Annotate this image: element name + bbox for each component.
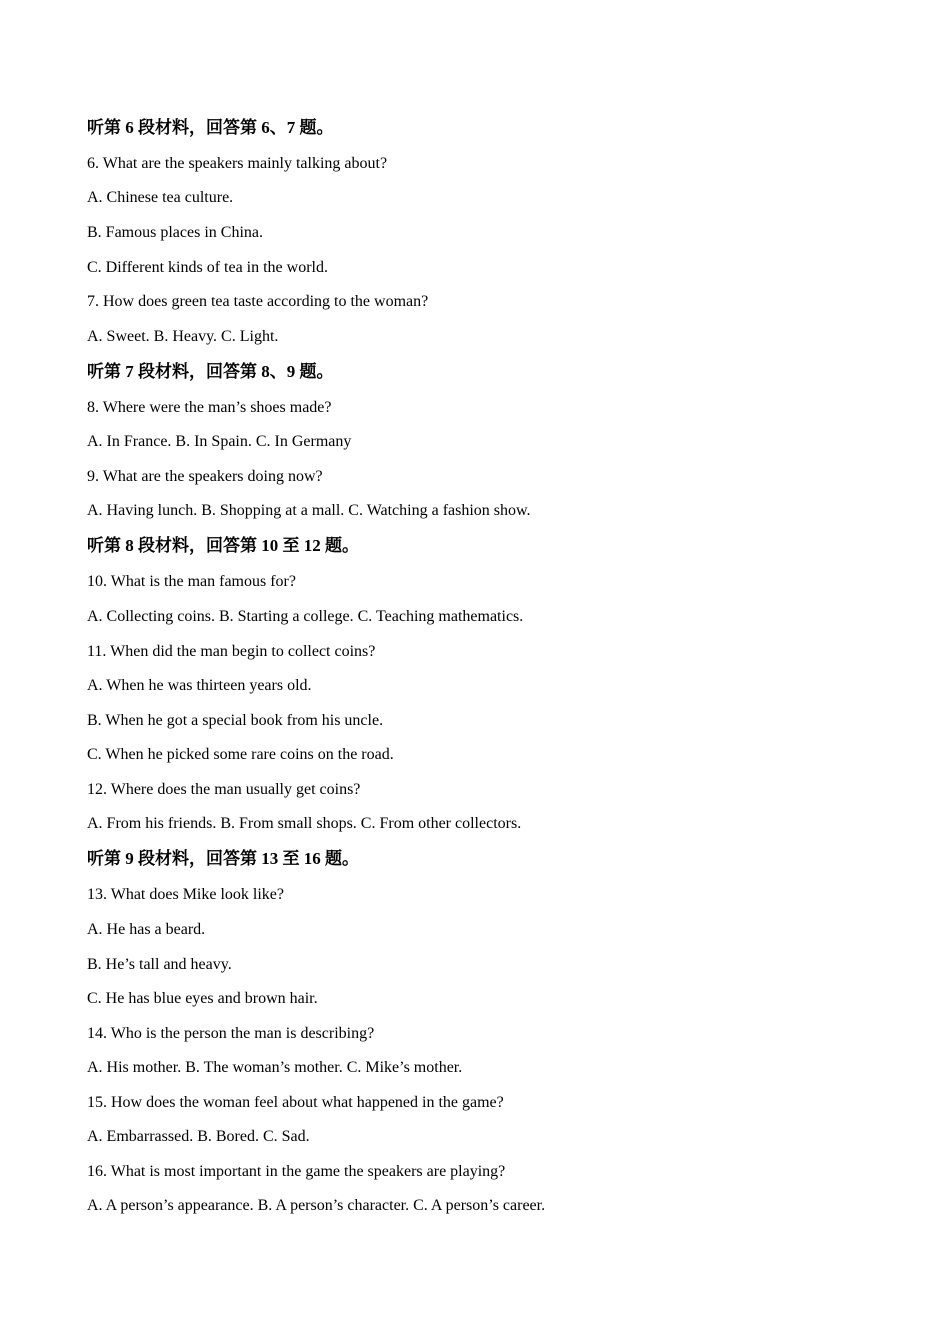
question-text: 14. Who is the person the man is describing? [87, 1025, 375, 1042]
answer-option: C. When he picked some rare coins on the road. [87, 746, 394, 763]
question-text: 11. When did the man begin to collect coins? [87, 643, 376, 660]
question-text: 15. How does the woman feel about what happened in the game? [87, 1094, 504, 1111]
question-text: 6. What are the speakers mainly talking about? [87, 155, 388, 172]
section-heading: 听第 6 段材料，回答第 6、7 题。 [87, 118, 334, 137]
section-heading: 听第 7 段材料，回答第 8、9 题。 [87, 362, 334, 381]
question-text: 13. What does Mike look like? [87, 886, 284, 903]
question-text: 7. How does green tea taste according to the woman? [87, 293, 429, 310]
answer-option: A. Embarrassed. B. Bored. C. Sad. [87, 1128, 310, 1145]
answer-option: A. Sweet. B. Heavy. C. Light. [87, 328, 279, 345]
answer-option: A. Collecting coins. B. Starting a college. C. Teaching mathematics. [87, 608, 524, 625]
section-heading: 听第 9 段材料，回答第 13 至 16 题。 [87, 849, 359, 868]
section-heading: 听第 8 段材料，回答第 10 至 12 题。 [87, 536, 359, 555]
answer-option: B. Famous places in China. [87, 224, 263, 241]
question-text: 8. Where were the man’s shoes made? [87, 399, 332, 416]
answer-option: A. He has a beard. [87, 921, 206, 938]
question-text: 12. Where does the man usually get coins? [87, 781, 361, 798]
answer-option: B. When he got a special book from his uncle. [87, 712, 384, 729]
answer-option: A. When he was thirteen years old. [87, 677, 312, 694]
answer-option: A. A person’s appearance. B. A person’s character. C. A person’s career. [87, 1197, 546, 1214]
answer-option: A. Chinese tea culture. [87, 189, 234, 206]
question-text: 9. What are the speakers doing now? [87, 468, 323, 485]
answer-option: A. From his friends. B. From small shops. C. From other collectors. [87, 815, 522, 832]
answer-option: C. He has blue eyes and brown hair. [87, 990, 318, 1007]
answer-option: A. In France. B. In Spain. C. In Germany [87, 433, 352, 450]
question-text: 16. What is most important in the game the speakers are playing? [87, 1163, 506, 1180]
answer-option: B. He’s tall and heavy. [87, 956, 232, 973]
question-text: 10. What is the man famous for? [87, 573, 296, 590]
answer-option: A. Having lunch. B. Shopping at a mall. C. Watching a fashion show. [87, 502, 531, 519]
answer-option: A. His mother. B. The woman’s mother. C. Mike’s mother. [87, 1059, 463, 1076]
answer-option: C. Different kinds of tea in the world. [87, 259, 328, 276]
